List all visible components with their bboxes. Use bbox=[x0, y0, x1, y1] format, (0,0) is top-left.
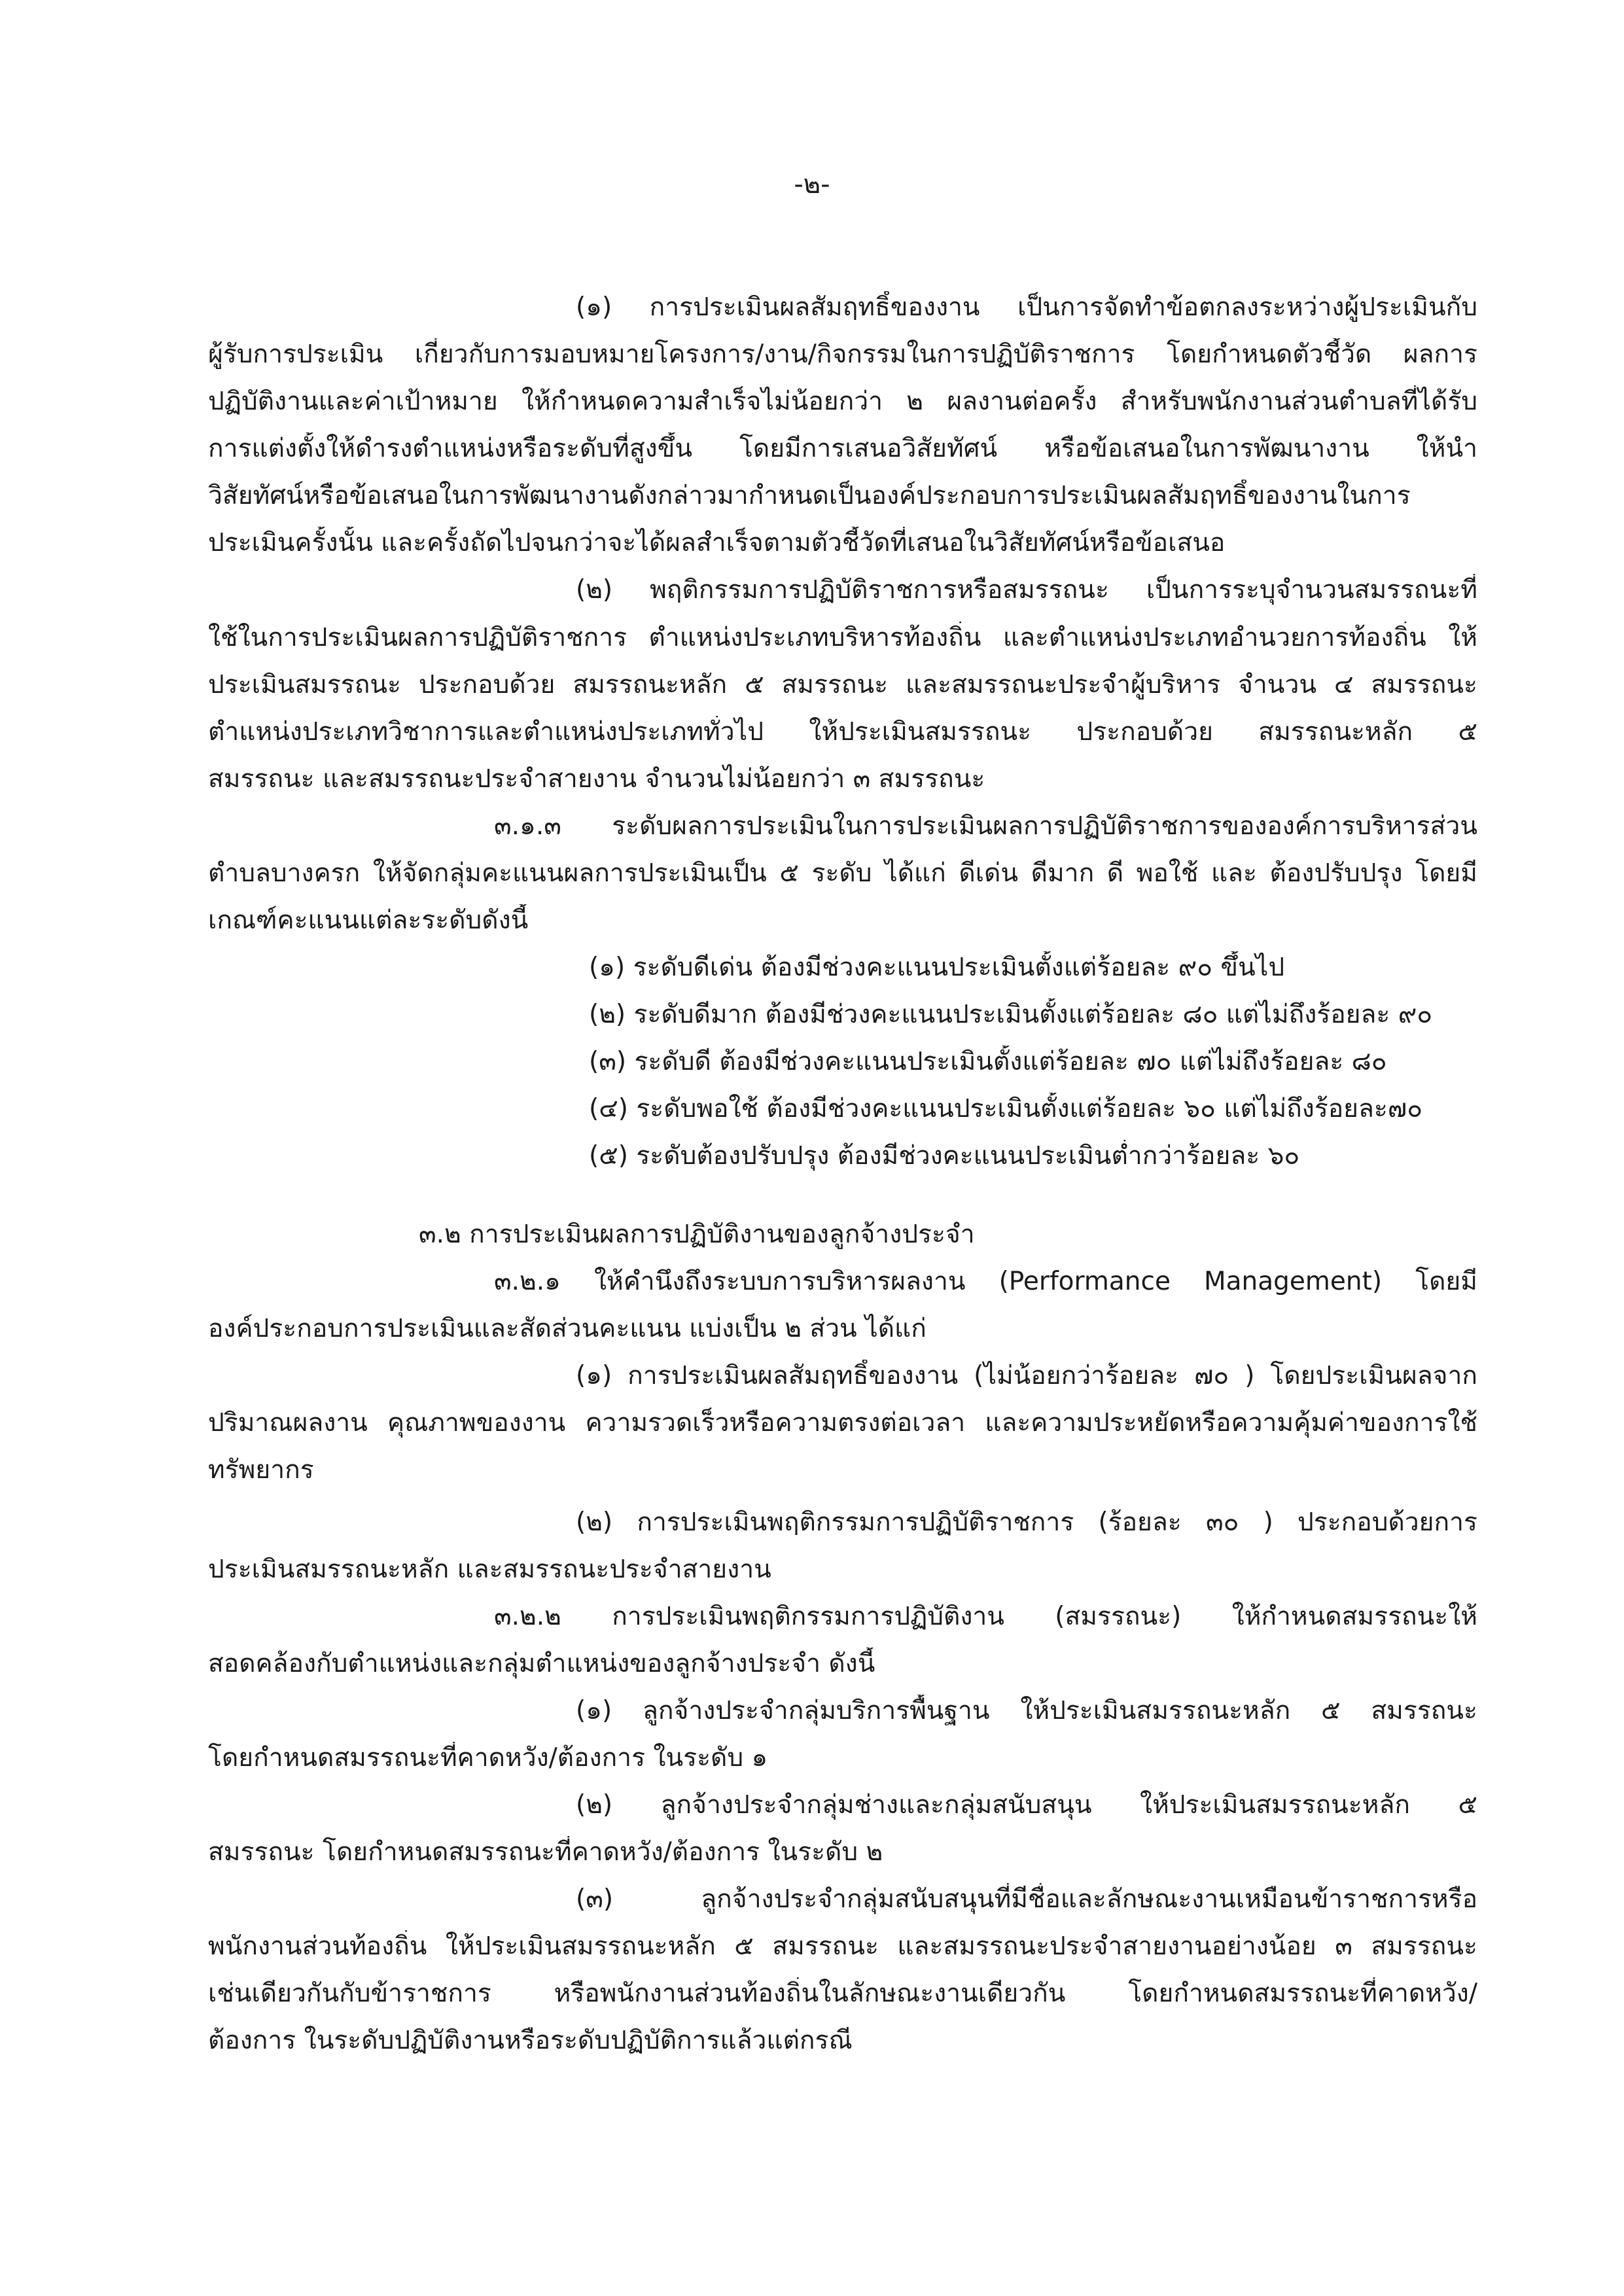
text-line: ประเมินสมรรถนะ ประกอบด้วย สมรรถนะหลัก ๕ สมรรถนะ และสมรรถนะประจำผู้บริหาร จำนวน ๔ สมรรถนะ bbox=[208, 670, 1477, 699]
text-line: ต้องการ ในระดับปฏิบัติงานหรือระดับปฏิบัติการแล้วแต่กรณี bbox=[208, 2026, 853, 2055]
text-line: (๓) ลูกจ้างประจำกลุ่มสนับสนุนที่มีชื่อและลักษณะงานเหมือนข้าราชการหรือ bbox=[576, 1884, 1477, 1914]
text-line: เช่นเดียวกันกับข้าราชการ หรือพนักงานส่วนท้องถิ่นในลักษณะงานเดียวกัน โดยกำหนดสมรรถนะที่คาดหวัง/ bbox=[208, 1979, 1477, 2008]
text-line: ประเมินครั้งนั้น และครั้งถัดไปจนกว่าจะได้ผลสำเร็จตามตัวชี้วัดที่เสนอในวิสัยทัศน์หรือข้อเสนอ bbox=[208, 528, 1226, 557]
list-item: (๑) ระดับดีเด่น ต้องมีช่วงคะแนนประเมินตั้งแต่ร้อยละ ๙๐ ขึ้นไป bbox=[589, 953, 1285, 982]
list-item: (๔) ระดับพอใช้ ต้องมีช่วงคะแนนประเมินตั้งแต่ร้อยละ ๖๐ แต่ไม่ถึงร้อยละ๗๐ bbox=[589, 1094, 1423, 1123]
text-line: ตำแหน่งประเภทวิชาการและตำแหน่งประเภททั่วไป ให้ประเมินสมรรถนะ ประกอบด้วย สมรรถนะหลัก ๕ bbox=[208, 717, 1477, 747]
text-line: สมรรถนะ และสมรรถนะประจำสายงาน จำนวนไม่น้อยกว่า ๓ สมรรถนะ bbox=[208, 764, 985, 794]
text-line: การแต่งตั้งให้ดำรงตำแหน่งหรือระดับที่สูงขึ้น โดยมีการเสนอวิสัยทัศน์ หรือข้อเสนอในการพัฒนางาน ให้นำ bbox=[208, 434, 1477, 463]
text-line: (๑) การประเมินผลสัมฤทธิ์ของงาน เป็นการจัดทำข้อตกลงระหว่างผู้ประเมินกับ bbox=[576, 292, 1477, 322]
text-line: องค์ประกอบการประเมินและสัดส่วนคะแนน แบ่งเป็น ๒ ส่วน ได้แก่ bbox=[208, 1314, 927, 1343]
text-line: (๒) พฤติกรรมการปฏิบัติราชการหรือสมรรถนะ เป็นการระบุจำนวนสมรรถนะที่ bbox=[576, 575, 1477, 605]
text-line: วิสัยทัศน์หรือข้อเสนอในการพัฒนางานดังกล่าวมากำหนดเป็นองค์ประกอบการประเมินผลสัมฤทธิ์ของงานในการ bbox=[208, 481, 1411, 510]
text-line: ทรัพยากร bbox=[208, 1455, 314, 1485]
text-line: สมรรถนะ โดยกำหนดสมรรถนะที่คาดหวัง/ต้องการ ในระดับ ๒ bbox=[208, 1837, 883, 1867]
text-line: (๒) การประเมินพฤติกรรมการปฏิบัติราชการ (ร้อยละ ๓๐ ) ประกอบด้วยการ bbox=[576, 1508, 1477, 1537]
text-line: ผู้รับการประเมิน เกี่ยวกับการมอบหมายโครงการ/งาน/กิจกรรมในการปฏิบัติราชการ โดยกำหนดตัวชี้วัด ผลการ bbox=[208, 340, 1477, 369]
text-line: ใช้ในการประเมินผลการปฏิบัติราชการ ตำแหน่งประเภทบริหารท้องถิ่น และตำแหน่งประเภทอำนวยการท้องถิ่น ให้ bbox=[208, 623, 1477, 652]
text-line: โดยกำหนดสมรรถนะที่คาดหวัง/ต้องการ ในระดับ ๑ bbox=[208, 1743, 768, 1773]
text-line: เกณฑ์คะแนนแต่ละระดับดังนี้ bbox=[208, 906, 529, 935]
text-line: ตำบลบางครก ให้จัดกลุ่มคะแนนผลการประเมินเป็น ๕ ระดับ ได้แก่ ดีเด่น ดีมาก ดี พอใช้ และ ต้องปรับปรุง โดยมี bbox=[208, 858, 1477, 888]
text-line: ประเมินสมรรถนะหลัก และสมรรถนะประจำสายงาน bbox=[208, 1555, 771, 1584]
text-line: ปริมาณผลงาน คุณภาพของงาน ความรวดเร็วหรือความตรงต่อเวลา และความประหยัดหรือความคุ้มค่าของการใช้ bbox=[208, 1408, 1477, 1438]
text-line: ๓.๑.๓ ระดับผลการประเมินในการประเมินผลการปฏิบัติราชการขององค์การบริหารส่วน bbox=[494, 811, 1477, 841]
text-line: ๓.๒.๑ ให้คำนึงถึงระบบการบริหารผลงาน (Performance Management) โดยมี bbox=[494, 1267, 1477, 1296]
text-line: ปฏิบัติงานและค่าเป้าหมาย ให้กำหนดความสำเร็จไม่น้อยกว่า ๒ ผลงานต่อครั้ง สำหรับพนักงานส่วนตำบลที่ได้รับ bbox=[208, 387, 1477, 416]
text-line: สอดคล้องกับตำแหน่งและกลุ่มตำแหน่งของลูกจ้างประจำ ดังนี้ bbox=[208, 1649, 875, 1678]
text-line: (๑) ลูกจ้างประจำกลุ่มบริการพื้นฐาน ให้ประเมินสมรรถนะหลัก ๕ สมรรถนะ bbox=[576, 1696, 1477, 1725]
list-item: (๕) ระดับต้องปรับปรุง ต้องมีช่วงคะแนนประเมินต่ำกว่าร้อยละ ๖๐ bbox=[589, 1141, 1300, 1171]
section-heading: ๓.๒ การประเมินผลการปฏิบัติงานของลูกจ้างประจำ bbox=[419, 1220, 975, 1249]
list-item: (๓) ระดับดี ต้องมีช่วงคะแนนประเมินตั้งแต่ร้อยละ ๗๐ แต่ไม่ถึงร้อยละ ๘๐ bbox=[589, 1047, 1387, 1076]
list-item: (๒) ระดับดีมาก ต้องมีช่วงคะแนนประเมินตั้งแต่ร้อยละ ๘๐ แต่ไม่ถึงร้อยละ ๙๐ bbox=[589, 1000, 1433, 1029]
text-line: พนักงานส่วนท้องถิ่น ให้ประเมินสมรรถนะหลัก ๕ สมรรถนะ และสมรรถนะประจำสายงานอย่างน้อย ๓ สมรรถนะ bbox=[208, 1932, 1477, 1961]
text-line: (๒) ลูกจ้างประจำกลุ่มช่างและกลุ่มสนับสนุน ให้ประเมินสมรรถนะหลัก ๕ bbox=[576, 1790, 1477, 1820]
page-number: -๒- bbox=[794, 169, 830, 200]
text-line: ๓.๒.๒ การประเมินพฤติกรรมการปฏิบัติงาน (สมรรถนะ) ให้กำหนดสมรรถนะให้ bbox=[494, 1602, 1477, 1631]
text-line: (๑) การประเมินผลสัมฤทธิ์ของงาน (ไม่น้อยกว่าร้อยละ ๗๐ ) โดยประเมินผลจาก bbox=[576, 1361, 1477, 1390]
